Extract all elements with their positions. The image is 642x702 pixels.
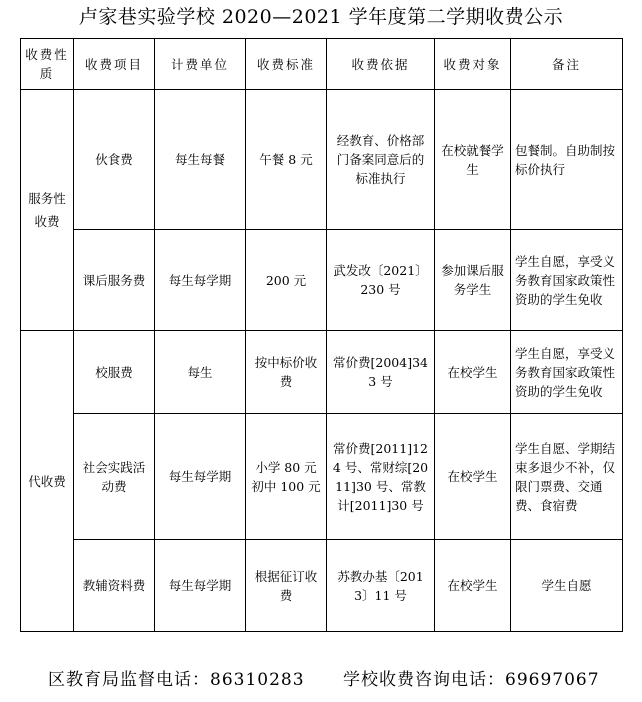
cell-note: 学生自愿，享受义务教育国家政策性资助的学生免收 — [511, 230, 623, 331]
table-row — [21, 540, 623, 632]
page-title: 卢家巷实验学校 2020—2021 学年度第二学期收费公示 — [78, 6, 564, 28]
header-target: 收费对象 — [435, 39, 511, 90]
cell-item: 教辅资料费 — [74, 540, 155, 632]
cell-unit: 每生每学期 — [155, 414, 246, 540]
cell-target: 参加课后服务学生 — [435, 230, 511, 331]
school-phone: 学校收费咨询电话：69697067 — [343, 670, 600, 690]
cell-basis: 经教育、价格部门备案同意后的标准执行 — [327, 90, 435, 230]
table-row — [21, 331, 623, 414]
bureau-phone: 区教育局监督电话：86310283 — [48, 670, 305, 690]
cell-note: 学生自愿、学期结束多退少不补，仅限门票费、交通费、食宿费 — [511, 414, 623, 540]
cell-target: 在校学生 — [435, 331, 511, 414]
cell-unit: 每生每餐 — [155, 90, 246, 230]
cell-item: 课后服务费 — [74, 230, 155, 331]
cell-standard: 午餐 8 元 — [246, 90, 327, 230]
table-row — [21, 414, 623, 540]
category-collection: 代收费 — [21, 331, 74, 632]
cell-unit: 每生每学期 — [155, 540, 246, 632]
cell-note: 学生自愿，享受义务教育国家政策性资助的学生免收 — [511, 331, 623, 414]
cell-unit: 每生 — [155, 331, 246, 414]
cell-unit: 每生每学期 — [155, 230, 246, 331]
header-standard: 收费标准 — [246, 39, 327, 90]
cell-item: 伙食费 — [74, 90, 155, 230]
cell-target: 在校就餐学生 — [435, 90, 511, 230]
cell-note: 包餐制。自助制按标价执行 — [511, 90, 623, 230]
cell-target: 在校学生 — [435, 540, 511, 632]
cell-standard: 小学 80 元 初中 100 元 — [246, 414, 327, 540]
cell-standard: 根据征订收费 — [246, 540, 327, 632]
cell-item: 社会实践活动费 — [74, 414, 155, 540]
cell-basis: 常价费[2004]343 号 — [327, 331, 435, 414]
header-note: 备注 — [511, 39, 623, 90]
cell-basis: 武发改〔2021〕230 号 — [327, 230, 435, 331]
cell-target: 在校学生 — [435, 414, 511, 540]
cell-standard: 200 元 — [246, 230, 327, 331]
cell-item: 校服费 — [74, 331, 155, 414]
cell-standard: 按中标价收费 — [246, 331, 327, 414]
cell-note: 学生自愿 — [511, 540, 623, 632]
fee-table — [20, 38, 623, 632]
table-row — [21, 90, 623, 230]
header-category: 收费性质 — [21, 39, 74, 90]
header-row — [21, 39, 623, 90]
header-basis: 收费依据 — [327, 39, 435, 90]
cell-basis: 常价费[2011]124 号、常财综[2011]30 号、常教计[2011]30 号 — [327, 414, 435, 540]
cell-basis: 苏教办基〔2013〕11 号 — [327, 540, 435, 632]
category-service: 服务性收费 — [21, 90, 74, 331]
table-row — [21, 230, 623, 331]
header-unit: 计费单位 — [155, 39, 246, 90]
header-item: 收费项目 — [74, 39, 155, 90]
